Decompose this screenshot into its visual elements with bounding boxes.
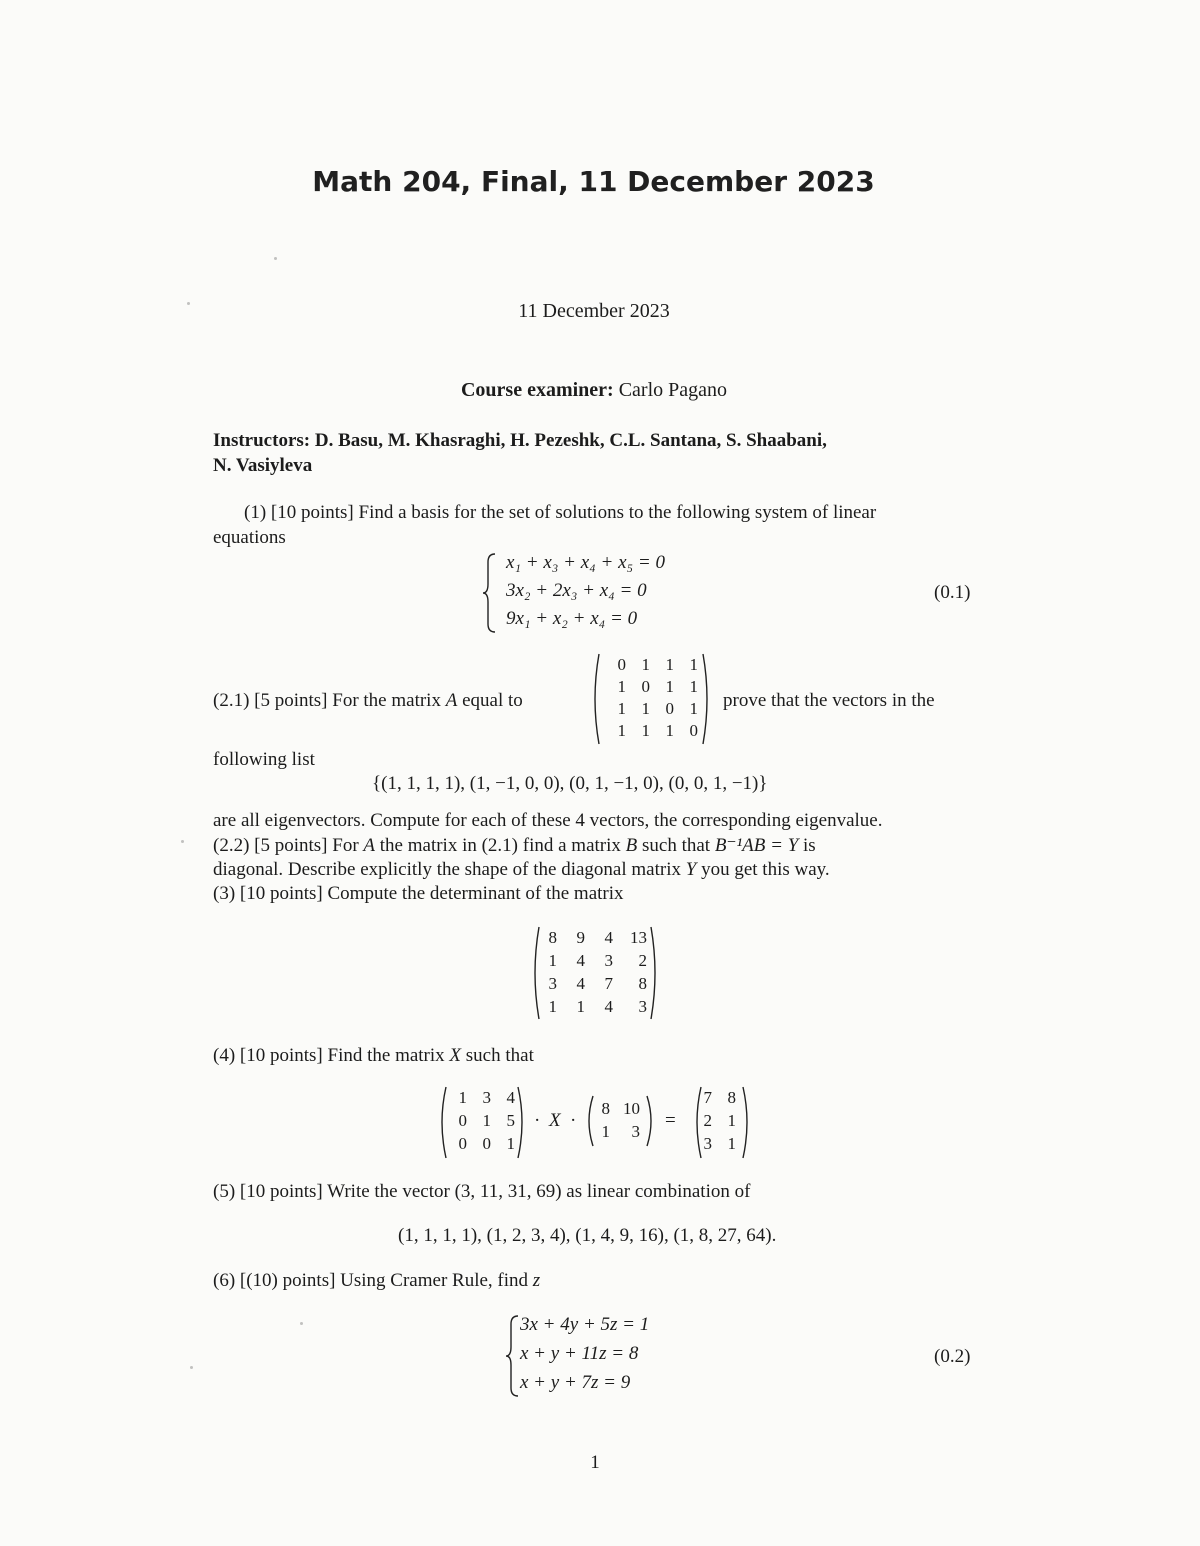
matrix-variable: B	[625, 835, 638, 856]
q5-vector-list: (1, 1, 1, 1), (1, 2, 3, 4), (1, 4, 9, 16), (1, 8, 27, 64).	[398, 1225, 777, 1246]
right-paren-icon	[702, 652, 712, 746]
q2-2-text: the matrix in (2.1) find a matrix	[379, 835, 621, 856]
q4-text-part: (4) [10 points] Find the matrix	[213, 1045, 445, 1066]
matrix-entry: 1	[689, 699, 698, 718]
matrix-entry: 0	[641, 677, 650, 696]
diagonalization-equation: B⁻¹AB = Y	[714, 835, 799, 856]
matrix-entry: 8	[727, 1088, 736, 1107]
page-number: 1	[590, 1452, 600, 1473]
matrix-entry: 1	[665, 721, 674, 740]
matrix-entry: 5	[506, 1111, 515, 1130]
matrix-entry: 13	[630, 928, 647, 947]
determinant-matrix	[530, 925, 660, 1021]
q4-matrix-right-grid	[698, 1086, 736, 1155]
q2-2-text: diagonal. Describe explicitly the shape of the diagonal matrix	[213, 859, 681, 880]
matrix-entry: 0	[689, 721, 698, 740]
q2-1-text-mid: equal to	[462, 690, 523, 711]
q4-matrix-middle-grid	[590, 1097, 640, 1143]
determinant-matrix-grid	[538, 927, 647, 1017]
matrix-entry: 1	[482, 1111, 491, 1130]
matrix-variable: A	[363, 835, 376, 856]
matrix-variable: X	[449, 1045, 462, 1066]
unknown-variable: z	[532, 1270, 541, 1291]
examiner-name: Carlo Pagano	[618, 379, 728, 401]
matrix-entry: 9	[576, 928, 585, 947]
scan-speck	[181, 840, 184, 843]
matrix-entry: 0	[458, 1111, 467, 1130]
matrix-entry: 1	[506, 1134, 515, 1153]
matrix-entry: 1	[689, 677, 698, 696]
matrix-entry: 1	[601, 1122, 610, 1141]
matrix-entry: 3	[638, 997, 647, 1016]
matrix-entry: 0	[458, 1134, 467, 1153]
multiply-operator: ·	[534, 1110, 541, 1131]
q2-2-text: you get this way.	[701, 859, 830, 880]
matrix-entry: 7	[703, 1088, 712, 1107]
exam-date: 11 December 2023	[518, 300, 670, 322]
q1-equation-system	[482, 552, 742, 634]
q4-matrix-right	[692, 1085, 752, 1160]
matrix-entry: 0	[482, 1134, 491, 1153]
q6-equation: x + y + 7z = 9	[520, 1372, 631, 1393]
q2-1-text-before: (2.1) [5 points] For the matrix	[213, 690, 441, 711]
matrix-entry: 1	[617, 699, 626, 718]
examiner-label: Course examiner:	[460, 379, 614, 401]
instructors-line-1: Instructors: D. Basu, M. Khasraghi, H. Pezeshk, C.L. Santana, S. Shaabani,	[213, 430, 827, 451]
matrix-entry: 3	[548, 974, 557, 993]
matrix-a	[590, 652, 712, 746]
matrix-entry: 1	[689, 655, 698, 674]
matrix-entry: 1	[617, 721, 626, 740]
q6-equation: x + y + 11z = 8	[520, 1343, 639, 1364]
q4-matrix-middle	[584, 1094, 656, 1148]
q2-1-text-line-3: are all eigenvectors. Compute for each of these 4 vectors, the corresponding eigenvalue.	[213, 810, 883, 831]
eigenvector-list: {(1, 1, 1, 1), (1, −1, 0, 0), (0, 1, −1, 0), (0, 0, 1, −1)}	[372, 773, 768, 794]
q4-matrix-left	[437, 1085, 527, 1160]
right-paren-icon	[517, 1085, 527, 1160]
instructors-line-2: N. Vasiyleva	[213, 455, 313, 476]
q1-text-line-1: (1) [10 points] Find a basis for the set of solutions to the following system of linear	[244, 502, 877, 523]
q2-1-text-line-2: following list	[213, 749, 315, 770]
q4-matrix-left-grid	[443, 1086, 515, 1155]
matrix-entry: 1	[727, 1134, 736, 1153]
matrix-entry: 8	[601, 1099, 610, 1118]
q1-equation: 3x₂ + 2x₃ + x₄ = 0	[506, 580, 647, 601]
matrix-variable: X	[549, 1110, 561, 1131]
matrix-entry: 1	[617, 677, 626, 696]
matrix-entry: 4	[604, 997, 613, 1016]
matrix-entry: 3	[482, 1088, 491, 1107]
multiply-operator: ·	[570, 1110, 577, 1131]
matrix-entry: 1	[665, 677, 674, 696]
matrix-entry: 0	[665, 699, 674, 718]
instructors	[213, 428, 983, 478]
matrix-entry: 3	[604, 951, 613, 970]
q6-text	[213, 1268, 540, 1293]
matrix-entry: 1	[641, 721, 650, 740]
matrix-variable: A	[445, 690, 458, 711]
equals-operator: =	[665, 1110, 676, 1131]
q1-equation: x₁ + x₃ + x₄ + x₅ = 0	[506, 552, 665, 573]
scan-speck	[300, 1322, 303, 1325]
scan-speck	[274, 257, 277, 260]
matrix-entry: 8	[638, 974, 647, 993]
matrix-entry: 7	[604, 974, 613, 993]
q4-text	[213, 1043, 534, 1068]
matrix-entry: 3	[631, 1122, 640, 1141]
matrix-entry: 1	[665, 655, 674, 674]
q2-2-text: is	[803, 835, 816, 856]
matrix-entry: 4	[604, 928, 613, 947]
matrix-entry: 0	[617, 655, 626, 674]
q1-equation: 9x₁ + x₂ + x₄ = 0	[506, 608, 638, 629]
q4-text-part: such that	[465, 1045, 534, 1066]
q1-text-line-2: equations	[213, 527, 286, 548]
matrix-entry: 1	[727, 1111, 736, 1130]
q6-equation-system	[505, 1314, 705, 1398]
right-paren-icon	[742, 1085, 752, 1160]
matrix-entry: 1	[641, 655, 650, 674]
matrix-entry: 1	[548, 997, 557, 1016]
q2-1-text-after: prove that the vectors in the	[723, 690, 935, 711]
equation-number: (0.1)	[934, 582, 971, 603]
course-examiner	[0, 379, 1188, 402]
matrix-entry: 1	[641, 699, 650, 718]
q2-2-text: such that	[642, 835, 711, 856]
left-paren-icon	[590, 652, 600, 746]
matrix-entry: 10	[623, 1099, 640, 1118]
right-paren-icon	[646, 1094, 656, 1148]
matrix-entry: 1	[548, 951, 557, 970]
right-paren-icon	[650, 925, 660, 1021]
matrix-entry: 8	[548, 928, 557, 947]
q2-2-text: (2.2) [5 points] For	[213, 835, 359, 856]
matrix-entry: 4	[576, 951, 585, 970]
matrix-entry: 4	[576, 974, 585, 993]
matrix-entry: 2	[638, 951, 647, 970]
matrix-entry: 1	[576, 997, 585, 1016]
left-brace-icon	[482, 552, 498, 634]
exam-title: Math 204, Final, 11 December 2023	[312, 165, 875, 198]
scan-speck	[190, 1366, 193, 1369]
matrix-entry: 2	[703, 1111, 712, 1130]
matrix-entry: 3	[703, 1134, 712, 1153]
q2-1-text	[213, 688, 523, 713]
q5-text: (5) [10 points] Write the vector (3, 11, 31, 69) as linear combination of	[213, 1181, 751, 1202]
q2-2-text-line-1	[213, 833, 816, 858]
q3-text: (3) [10 points] Compute the determinant of the matrix	[213, 883, 624, 904]
q2-2-text-line-2	[213, 857, 830, 882]
matrix-entry: 1	[458, 1088, 467, 1107]
matrix-variable: Y	[685, 859, 697, 880]
matrix-entry: 4	[506, 1088, 515, 1107]
q6-text-part: (6) [(10) points] Using Cramer Rule, find	[213, 1270, 529, 1291]
equation-number: (0.2)	[934, 1346, 971, 1367]
matrix-a-grid	[602, 654, 698, 741]
left-brace-icon	[505, 1314, 521, 1398]
q6-equation: 3x + 4y + 5z = 1	[520, 1314, 650, 1335]
